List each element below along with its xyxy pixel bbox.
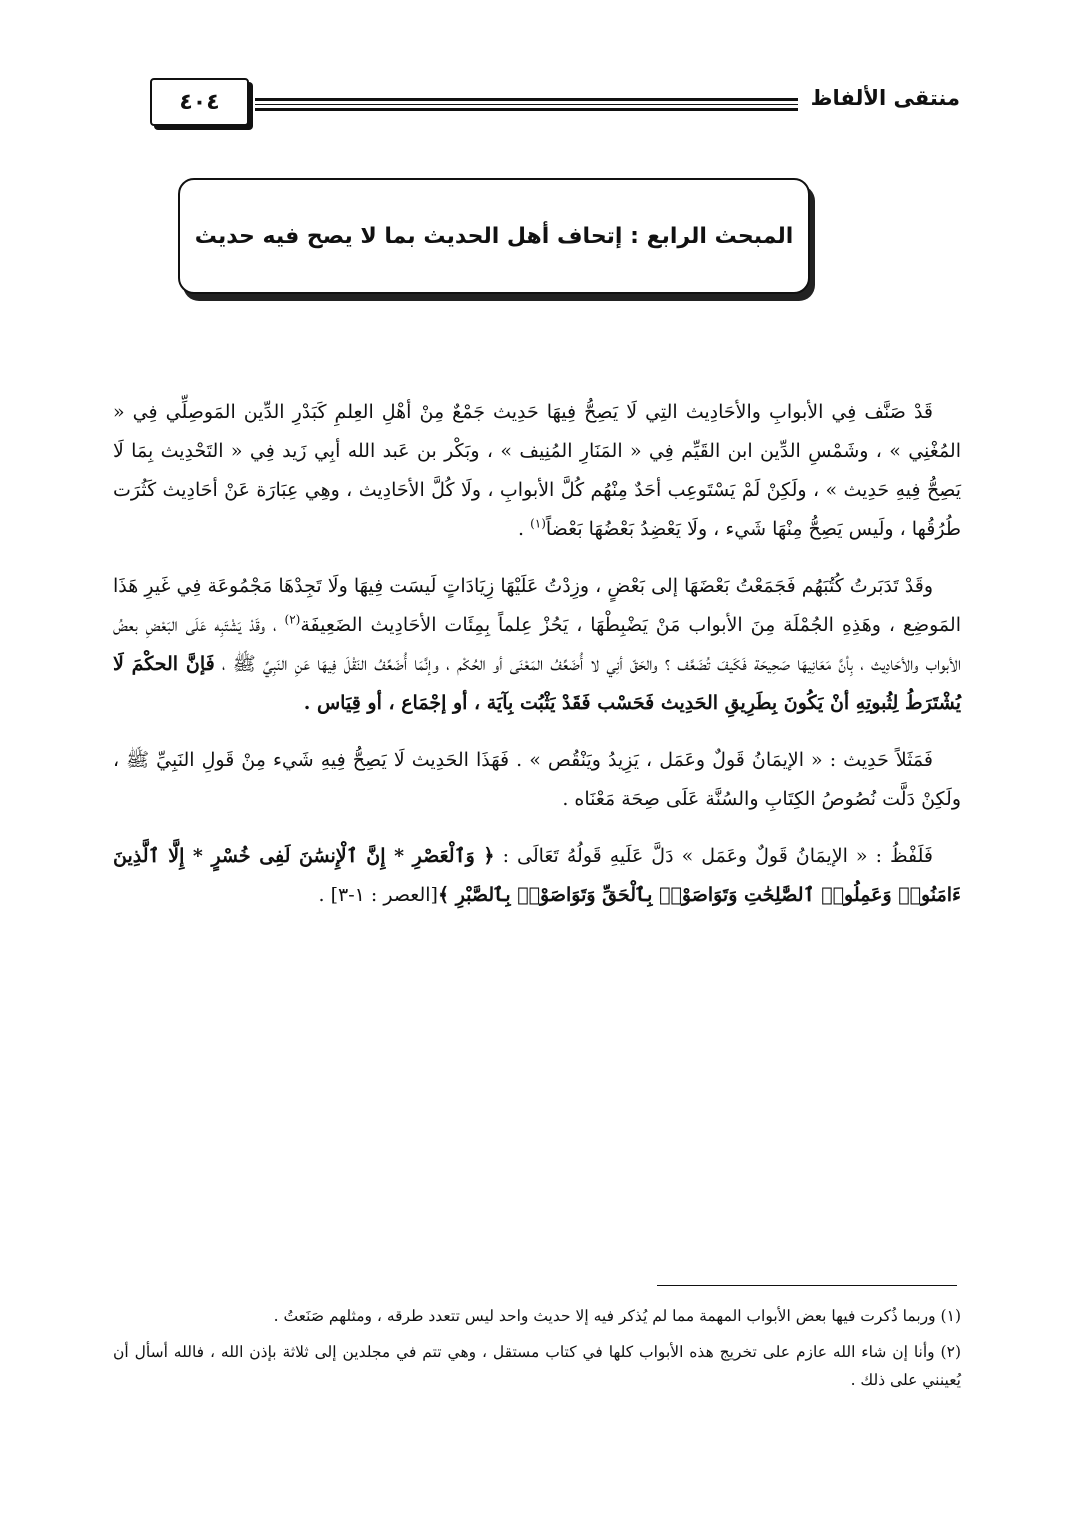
page-number: ٤٠٤ [179,89,220,115]
footnote-ref-1[interactable]: (١) [530,516,546,531]
paragraph-2-bold: فَإنَّ الحكْمَ لَا يُشْتَرَطُ لِثُبوتِهِ أنْ يَكُونَ بِطَرِيقِ الحَدِيث فَحَسْب فَقَدْ يَثْبُت بِآيَة ، أو إجْمَاع ، أو قِيَاس . [113,653,961,714]
paragraph-2 [113,567,961,723]
header-rule [255,98,798,111]
paragraph-3 [113,741,961,819]
page-number-box [150,78,249,126]
footnotes [113,1302,961,1402]
paragraph-2-text-b: ، وقَدْ يَشْتَبِه عَلَى البَعْضِ بعضُ الأبواب والأحَادِيث ، بِأنَّ مَعَانِيهَا صَحِيحَة فَكَيفَ تُضَعَّف ؟ والحَقّ أنِي لا أُضَعِّفُ المَعْنَى أو الحُكْم ، وإنَّمَا أُضَعِّفُ النَقْلَ فِيهَا عَنِ النَبِيِّ ﷺ ، [113,614,961,675]
footnote-1: (١) وربما ذُكرت فيها بعض الأبواب المهمة مما لم يُذكر فيه إلا حديث واحد ليس تتعدد طرقه ، ومثلهم صَنَعتُ . [273,1307,961,1325]
paragraph-1-end: . [517,518,531,540]
verse-citation: [العصر : ١-٣] . [318,884,438,906]
page-header [110,72,960,132]
footnote-separator [657,1285,957,1286]
quran-verse: ﴿ وَٱلْعَصْرِ * إِنَّ ٱلْإِنسَٰنَ لَفِى خُسْرٍ * إِلَّا ٱلَّذِينَ ءَامَنُوا۟ وَعَمِلُوا۟ ٱلصَّٰلِحَٰتِ وَتَوَاصَوْا۟ بِٱلْحَقِّ وَتَوَاصَوْا۟ بِٱلصَّبْرِ ﴾ [113,845,961,906]
section-title-box [178,178,810,294]
paragraph-4-text-a: فَلَفْظُ : « الإيمَانُ قَولٌ وعَمَل » دَلَّ عَلَيهِ قَولُهُ تَعَالَى : [494,845,933,867]
footnote-ref-2[interactable]: (٢) [284,612,301,627]
paragraph-2-text-a: وقَدْ تَدَبَرتُ كُتُبَهُم فَجَمَعْتُ بَعْضَهَا إلى بَعْضٍ ، وزِدْتُ عَلَيْهَا زِيَادَاتٍ لَيسَت فِيهَا ولَا تَجِدْهَا مَجْمُوعَة فِي غَيرِ هَذَا المَوضِع ، وهَذِهِ الجُمْلَة مِنَ الأبواب مَنْ يَضْبِطْهَا ، يَحُزْ عِلماً بِمِئَات الأحَادِيث الضَعِيفَة [113,575,961,636]
book-title: منتقى الألفاظ [810,86,960,110]
paragraph-3-text: فَمَثَلاً حَدِيث : « الإيمَانُ قَولٌ وعَمَل ، يَزِيدُ ويَنْقُص » . فَهَذَا الحَدِيث لَا يَصِحُّ فِيهِ شَيء مِنْ قَولِ النَبِيِّ ﷺ ، ولَكِنْ دَلَّت نُصُوصُ الكِتَابِ والسُنَّة عَلَى صِحَة مَعْنَاه . [113,749,961,810]
paragraph-1-text: قَدْ صَنَّف فِي الأبوابِ والأحَادِيث التِي لَا يَصِحُّ فِيهَا حَدِيث جَمْعٌ مِنْ أهْلِ العِلمِ كَبَدْرِ الدِّين المَوصِلِّي فِي « المُغْنِي » ، وشَمْسِ الدِّين ابن القَيِّم فِي « المَنَارِ المُنِيف » ، وبَكْر بن عَبد الله أبِي زَيد فِي « التَحْدِيث بِمَا لَا يَصِحُّ فِيهِ حَدِيث » ، ولَكِنْ لَمْ يَسْتَوعِب أحَدٌ مِنْهُم كُلَّ الأبوابِ ، ولَا كُلَّ الأحَادِيث ، وهِي عِبَارَة عَنْ أحَادِيث كَثُرَت طُرُقُها ، ولَيس يَصِحُّ مِنْهَا شَيء ، ولَا يَعْضِدُ بَعْضُهَا بَعْضاً [113,401,961,540]
paragraph-4 [113,837,961,915]
footnote-2: (٢) وأنا إن شاء الله عازم على تخريج هذه الأبواب كلها في كتاب مستقل ، وهي تتم في مجلدين إلى ثلاثة بإذن الله ، فالله أسأل أن يُعينني على ذلك . [113,1343,961,1389]
main-content [113,393,961,933]
paragraph-1 [113,393,961,549]
section-title: المبحث الرابع : إتحاف أهل الحديث بما لا يصح فيه حديث [194,223,794,249]
